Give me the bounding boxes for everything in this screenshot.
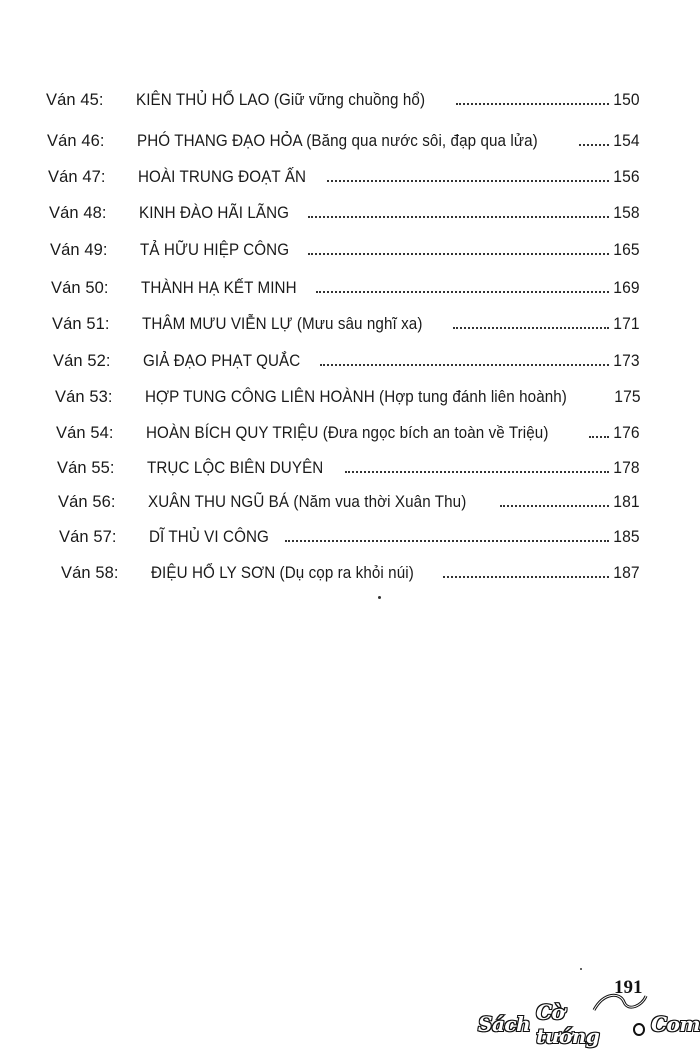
toc-entry [47,131,640,157]
page-number: 158 [613,203,640,222]
toc-entry [58,492,640,518]
game-title: GIẢ ĐẠO PHẠT QUẮC [143,352,301,370]
page-number: 175 [613,387,641,406]
toc-entry [49,203,640,229]
page-number: 165 [613,240,640,259]
game-label: Ván 46: [47,132,105,150]
game-title: TẢ HỮU HIỆP CÔNG [140,241,290,259]
site-watermark [478,1000,700,1048]
game-label: Ván 51: [52,315,110,333]
dot-leader [320,352,609,366]
scan-speck [378,596,381,599]
game-title: THÂM MƯU VIỄN LỰ (Mưu sâu nghĩ xa) [142,315,423,333]
dot-leader [443,564,610,578]
dot-leader [453,315,609,329]
page-number: 150 [613,90,640,109]
game-title: TRỤC LỘC BIÊN DUYÊN [147,459,324,477]
game-title: KIÊN THỦ HỔ LAO (Giữ vững chuồng hổ) [136,91,426,109]
game-label: Ván 47: [48,168,106,186]
swirl-ornament-icon [590,990,650,1014]
game-title: KINH ĐÀO HÃI LÃNG [139,204,290,222]
game-title: HOÀI TRUNG ĐOẠT ẤN [138,168,307,186]
game-title: XUÂN THU NGŨ BÁ (Năm vua thời Xuân Thu) [148,493,467,511]
toc-entry [51,278,640,304]
game-title: HỢP TUNG CÔNG LIÊN HOÀNH (Hợp tung đánh liên hoành) [145,388,567,406]
toc-entry [61,563,640,589]
game-label: Ván 45: [46,91,104,109]
dot-leader [589,424,609,438]
page-number: 154 [613,131,640,150]
dot-leader [345,459,610,473]
page-number: 173 [613,351,640,370]
watermark-word-co-tuong: Cờ tướng [536,1000,600,1048]
game-title: THÀNH HẠ KẾT MINH [141,279,297,297]
page-number: 176 [613,423,640,442]
dot-leader [579,132,610,146]
scan-speck [580,968,582,970]
game-label: Ván 57: [59,528,117,546]
toc-entry [57,458,640,484]
game-title: HOÀN BÍCH QUY TRIỆU (Đưa ngọc bích an toàn về Triệu) [146,424,549,442]
page-number: 181 [613,492,640,511]
game-title: PHÓ THANG ĐẠO HỎA (Băng qua nước sôi, đạp qua lửa) [137,132,538,150]
page-folio: 191 [614,977,643,998]
game-label: Ván 56: [58,493,116,511]
page-number: 185 [613,527,640,546]
toc-entry [46,90,640,116]
page-number: 187 [613,563,640,582]
page-number: 178 [613,458,640,477]
dot-leader [327,168,610,182]
toc-entry [50,240,640,266]
toc-entry [55,387,640,413]
page-number: 171 [613,314,640,333]
watermark-dot [633,1023,645,1036]
toc-entry [48,167,640,193]
dot-leader [500,493,609,507]
game-label: Ván 53: [55,388,113,406]
toc-entry [59,527,640,553]
game-label: Ván 54: [56,424,114,442]
game-label: Ván 58: [61,564,119,582]
game-label: Ván 55: [57,459,115,477]
game-label: Ván 49: [50,241,108,259]
game-label: Ván 48: [49,204,107,222]
game-label: Ván 52: [53,352,111,370]
dot-leader [308,204,609,218]
dot-leader [316,279,609,293]
page-number: 169 [613,278,640,297]
game-label: Ván 50: [51,279,109,297]
dot-leader [456,91,609,105]
watermark-word-com: Com [651,1012,700,1036]
toc-entry [53,351,640,377]
toc-entry [56,423,640,449]
dot-leader [285,528,609,542]
watermark-word-sach: Sách [478,1012,531,1036]
game-title: DĨ THỦ VI CÔNG [149,528,269,546]
game-title: ĐIỆU HỔ LY SƠN (Dụ cọp ra khỏi núi) [151,564,414,582]
toc-entry [52,314,640,340]
dot-leader [308,241,609,255]
page-number: 156 [613,167,640,186]
